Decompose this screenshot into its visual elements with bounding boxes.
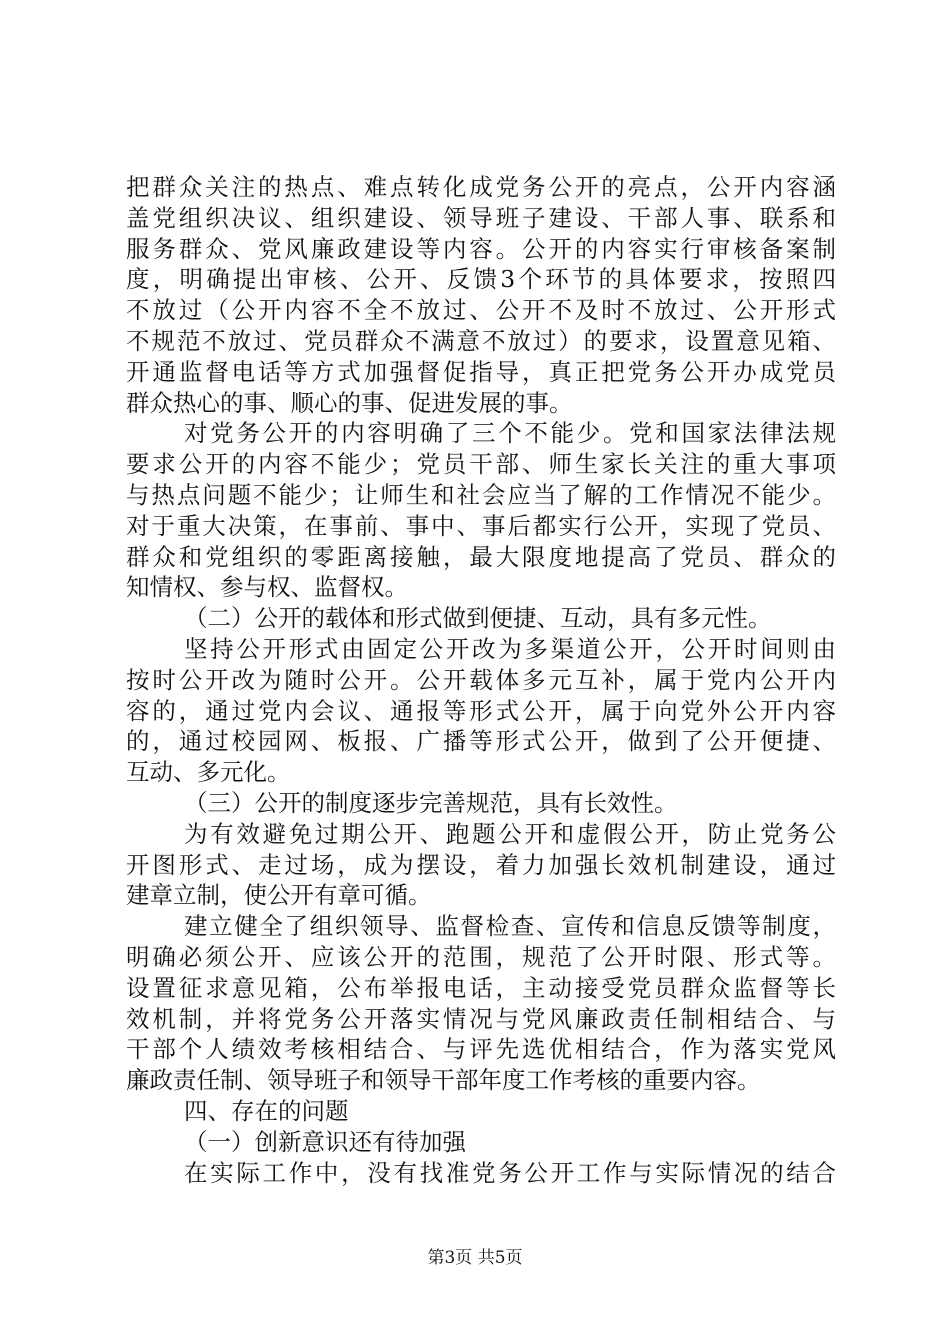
text-line: 效机制，并将党务公开落实情况与党风廉政责任制相结合、与 [126, 1004, 836, 1033]
text-line: 设置征求意见箱，公布举报电话，主动接受党员群众监督等长 [126, 973, 836, 1002]
text-line: 的，通过校园网、板报、广播等形式公开，做到了公开便捷、 [126, 727, 836, 756]
text-line: 对于重大决策，在事前、事中、事后都实行公开，实现了党员、 [126, 511, 836, 540]
text-line: 要求公开的内容不能少；党员干部、师生家长关注的重大事项 [126, 450, 836, 479]
paragraph-start-line: 坚持公开形式由固定公开改为多渠道公开，公开时间则由 [184, 634, 836, 663]
text-line: 与热点问题不能少；让师生和社会应当了解的工作情况不能少。 [126, 480, 836, 509]
section-heading: （二）公开的载体和形式做到便捷、互动，具有多元性。 [184, 604, 772, 633]
text-line: 廉政责任制、领导班子和领导干部年度工作考核的重要内容。 [126, 1066, 761, 1095]
text-line: 不放过（公开内容不全不放过、公开不及时不放过、公开形式 [126, 296, 836, 325]
text-line: 群众和党组织的零距离接触，最大限度地提高了党员、群众的 [126, 542, 836, 571]
text-line: 不规范不放过、党员群众不满意不放过）的要求，设置意见箱、 [126, 326, 836, 355]
section-heading: 四、存在的问题 [184, 1096, 349, 1125]
section-heading: （三）公开的制度逐步完善规范，具有长效性。 [184, 788, 678, 817]
page-number: 第3页 共5页 [427, 1248, 523, 1268]
document-body [126, 172, 836, 1188]
paragraph-start-line: 为有效避免过期公开、跑题公开和虚假公开，防止党务公 [184, 819, 836, 848]
text-line: 明确必须公开、应该公开的范围，规范了公开时限、形式等。 [126, 942, 836, 971]
text-line: 容的，通过党内会议、通报等形式公开，属于向党外公开内容 [126, 696, 836, 725]
text-line: 开通监督电话等方式加强督促指导，真正把党务公开办成党员 [126, 357, 836, 386]
text-line: 开图形式、走过场，成为摆设，着力加强长效机制建设，通过 [126, 850, 836, 879]
paragraph-start-line: 建立健全了组织领导、监督检查、宣传和信息反馈等制度， [184, 912, 836, 941]
subsection-heading: （一）创新意识还有待加强 [184, 1127, 466, 1156]
text-line: 把群众关注的热点、难点转化成党务公开的亮点，公开内容涵 [126, 173, 836, 201]
text-line: 互动、多元化。 [126, 758, 291, 787]
paragraph-start-line: 对党务公开的内容明确了三个不能少。党和国家法律法规 [184, 419, 836, 448]
text-line: 盖党组织决议、组织建设、领导班子建设、干部人事、联系和 [126, 203, 836, 232]
text-line: 干部个人绩效考核相结合、与评先选优相结合，作为落实党风 [126, 1035, 836, 1064]
text-line: 服务群众、党风廉政建设等内容。公开的内容实行审核备案制 [126, 234, 836, 263]
paragraph-start-line: 在实际工作中，没有找准党务公开工作与实际情况的结合 [184, 1158, 836, 1187]
text-line: 建章立制，使公开有章可循。 [126, 881, 432, 910]
text-line: 按时公开改为随时公开。公开载体多元互补，属于党内公开内 [126, 665, 836, 694]
text-line: 群众热心的事、顺心的事、促进发展的事。 [126, 388, 573, 417]
text-line: 知情权、参与权、监督权。 [126, 573, 408, 602]
text-line: 度，明确提出审核、公开、反馈3个环节的具体要求，按照四 [126, 265, 836, 294]
